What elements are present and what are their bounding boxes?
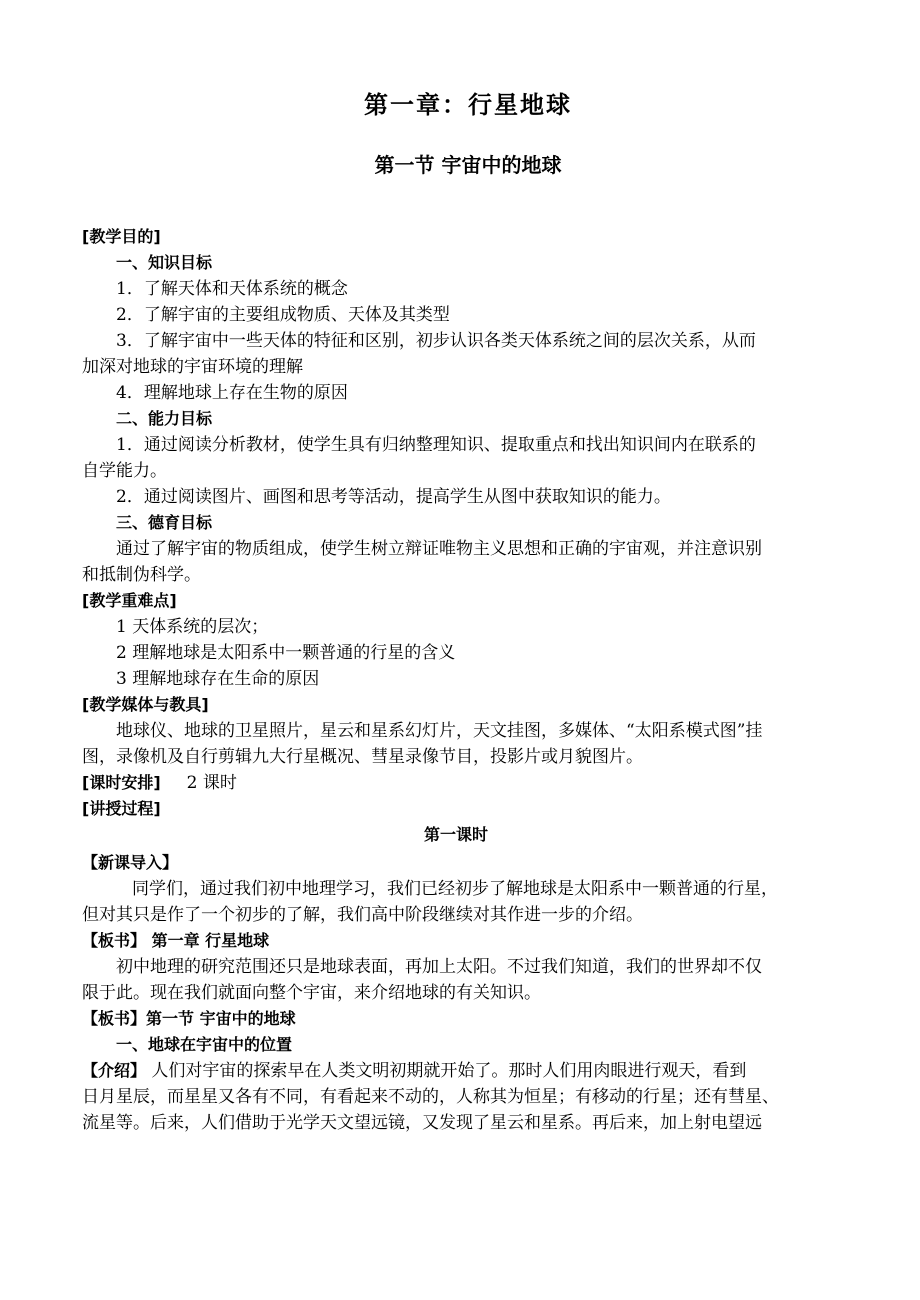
board-note-2: 【板书】第一节 宇宙中的地球 [82,1008,296,1028]
knowledge-goal-3-line2: 加深对地球的宇宙环境的理解 [82,357,303,377]
intro-line1: 同学们，通过我们初中地理学习，我们已经初步了解地球是太阳系中一颗普通的行星， [132,878,778,899]
class-hours-heading: [课时安排] [82,773,161,792]
introduce-heading: 【介绍】 [82,1060,147,1080]
introduce-line3: 流星等。后来，人们借助于光学天文望远镜，又发现了星云和星系。再后来，加上射电望远 [82,1112,762,1133]
moral-goal-line2: 和抵制伪科学。 [82,565,201,585]
moral-goal-heading: 三、德育目标 [116,513,213,532]
introduce-text-1: 人们对宇宙的探索早在人类文明初期就开始了。那时人们用肉眼进行观天，看到 [151,1060,747,1081]
key-point-1: 1 天体系统的层次； [116,617,269,637]
ability-goal-1-line2: 自学能力。 [82,461,167,481]
ability-goal-heading: 二、能力目标 [116,409,213,428]
goal-heading: [教学目的] [82,227,161,246]
position-heading: 一、地球在宇宙中的位置 [116,1034,293,1054]
intro-line2: 但对其只是作了一个初步的了解，我们高中阶段继续对其作进一步的介绍。 [82,904,643,925]
knowledge-goal-heading: 一、知识目标 [116,253,213,272]
board-note-1: 【板书】 第一章 行星地球 [82,930,270,950]
introduce-line2: 日月星辰，而星星又各有不同，有看起来不动的，人称其为恒星；有移动的行星；还有彗星、 [82,1086,779,1107]
intro-heading: 【新课导入】 [82,852,179,872]
knowledge-goal-2: 2．了解宇宙的主要组成物质、天体及其类型 [116,305,450,325]
key-points-heading: [教学重难点] [82,591,177,610]
knowledge-goal-4: 4．理解地球上存在生物的原因 [116,383,348,403]
key-point-2: 2 理解地球是太阳系中一颗普通的行星的含义 [116,643,456,663]
paragraph-1-line2: 限于此。现在我们就面向整个宇宙，来介绍地球的有关知识。 [82,982,541,1003]
paragraph-1-line1: 初中地理的研究范围还只是地球表面，再加上太阳。不过我们知道，我们的世界却不仅 [116,956,762,977]
knowledge-goal-1: 1．了解天体和天体系统的概念 [116,279,348,299]
key-point-3: 3 理解地球存在生命的原因 [116,669,320,689]
chapter-title: 第一章：行星地球 [364,91,572,119]
media-heading: [教学媒体与教具] [82,695,209,714]
media-line1: 地球仪、地球的卫星照片，星云和星系幻灯片，天文挂图，多媒体、“太阳系模式图”挂 [116,721,763,741]
knowledge-goal-3-line1: 3．了解宇宙中一些天体的特征和区别，初步认识各类天体系统之间的层次关系，从而 [116,331,756,351]
lesson-1-heading: 第一课时 [423,825,488,844]
ability-goal-2: 2．通过阅读图片、画图和思考等活动，提高学生从图中获取知识的能力。 [116,487,671,507]
class-hours-row [82,770,830,796]
introduce-line1 [82,1058,830,1084]
moral-goal-line1: 通过了解宇宙的物质组成，使学生树立辩证唯物主义思想和正确的宇宙观，并注意识别 [116,539,762,559]
class-hours-value: 2 课时 [186,773,237,793]
document-body [82,224,830,1136]
process-heading: [讲授过程] [82,799,161,818]
ability-goal-1-line1: 1．通过阅读分析教材，使学生具有归纳整理知识、提取重点和找出知识间内在联系的 [116,435,756,455]
section-title: 第一节 宇宙中的地球 [374,153,562,177]
media-line2: 图，录像机及自行剪辑九大行星概况、彗星录像节目，投影片或月貌图片。 [82,747,643,767]
